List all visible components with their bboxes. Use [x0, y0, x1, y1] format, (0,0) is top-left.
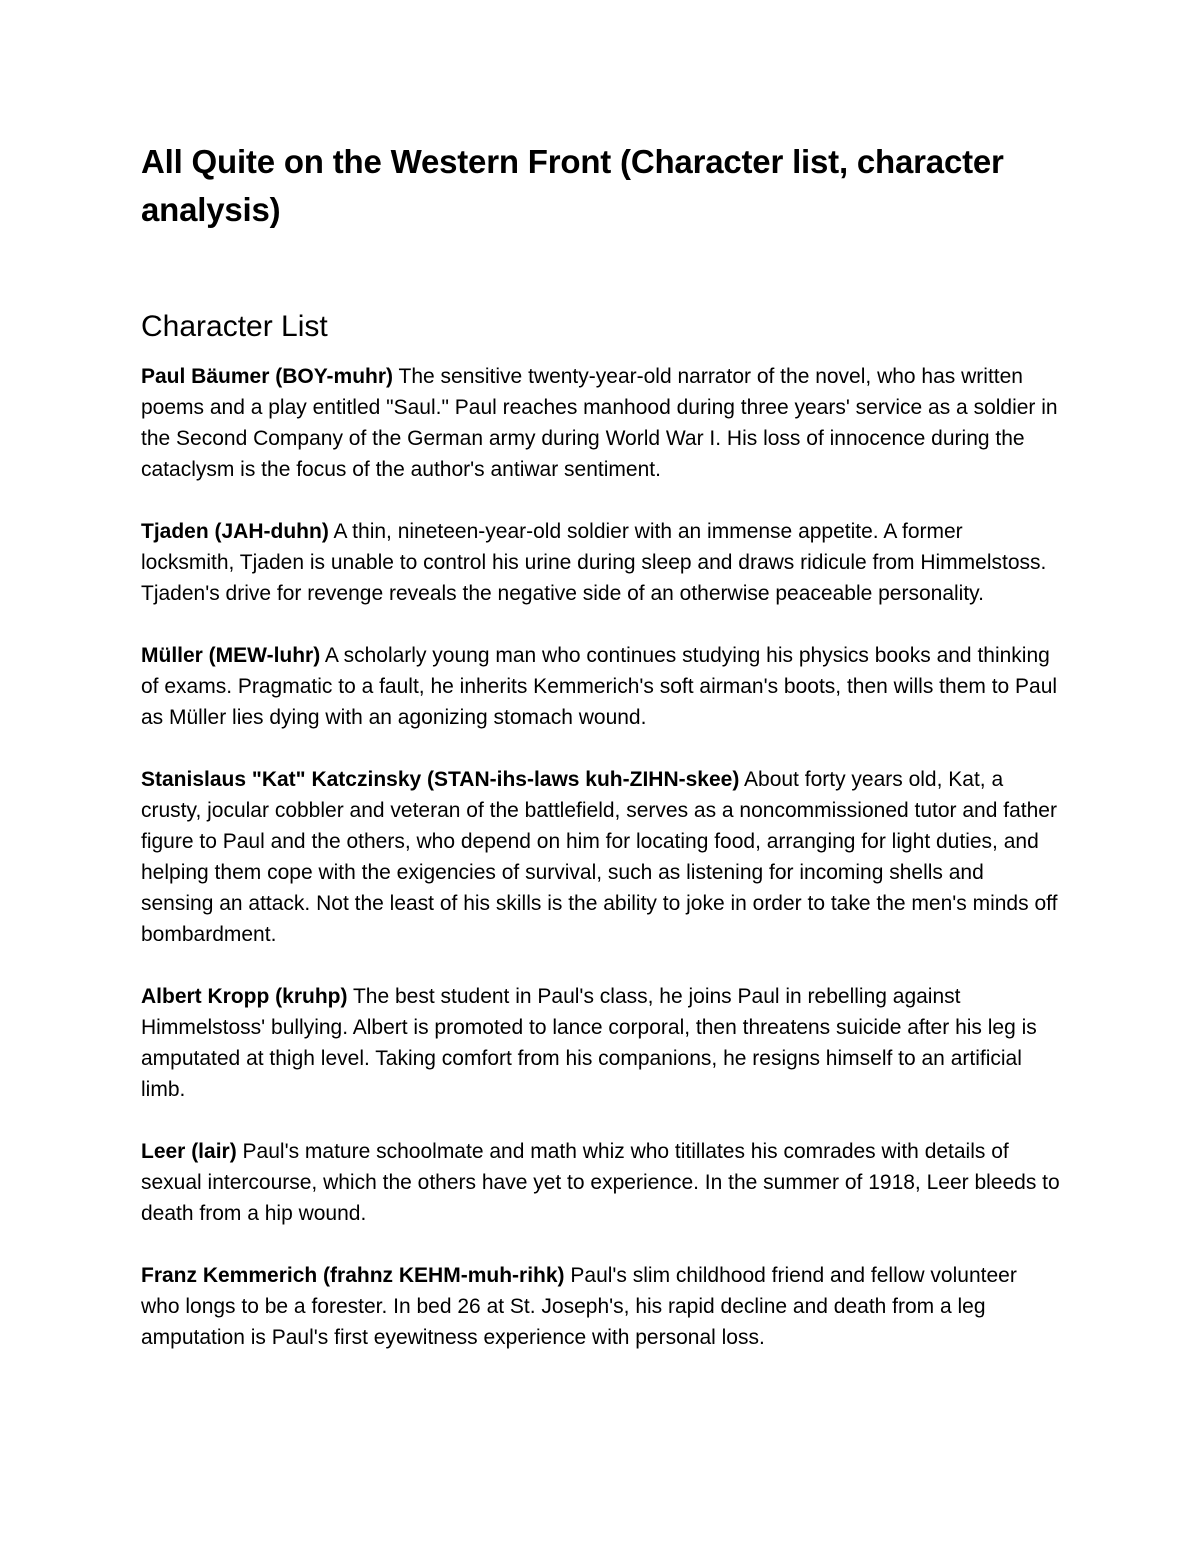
character-description: A scholarly young man who continues studying his physics books and thinking of exams. Pragmatic to a fault, he inherits Kemmerich's soft airman's boots, then wills them to Paul as Müller lies dying with an agonizing stomach wound.	[141, 644, 1058, 729]
character-name: Albert Kropp (kruhp)	[141, 985, 348, 1008]
character-entry-tjaden	[141, 516, 1061, 609]
character-entry-paul	[141, 361, 1061, 485]
character-entry-kat	[141, 764, 1061, 950]
character-entry-leer	[141, 1136, 1061, 1229]
character-name: Stanislaus "Kat" Katczinsky (STAN-ihs-laws kuh-ZIHN-skee)	[141, 768, 740, 791]
character-description: The best student in Paul's class, he joins Paul in rebelling against Himmelstoss' bullying. Albert is promoted to lance corporal, then threatens suicide after his leg is amputated at thigh level. Taking comfort from his companions, he resigns himself to an artificial limb.	[141, 985, 1037, 1101]
character-description: About forty years old, Kat, a crusty, jocular cobbler and veteran of the battlefield, serves as a noncommissioned tutor and father figure to Paul and the others, who depend on him for locating food, arranging for light duties, and helping them cope with the exigencies of survival, such as listening for incoming shells and sensing an attack. Not the least of his skills is the ability to joke in order to take the men's minds off bombardment.	[141, 768, 1058, 946]
character-list	[141, 361, 1061, 1353]
character-name: Tjaden (JAH-duhn)	[141, 520, 329, 543]
character-entry-muller	[141, 640, 1061, 733]
document-page	[141, 138, 1061, 1384]
character-entry-kemmerich	[141, 1260, 1061, 1353]
document-title: All Quite on the Western Front (Character list, character analysis)	[141, 143, 1004, 228]
character-name: Müller (MEW-luhr)	[141, 644, 321, 667]
character-description: The sensitive twenty-year-old narrator of the novel, who has written poems and a play entitled "Saul." Paul reaches manhood during three years' service as a soldier in the Second Company of the German army during World War I. His loss of innocence during the cataclysm is the focus of the author's antiwar sentiment.	[141, 365, 1058, 481]
section-heading: Character List	[141, 310, 328, 343]
character-name: Leer (lair)	[141, 1140, 237, 1163]
character-description: Paul's mature schoolmate and math whiz who titillates his comrades with details of sexual intercourse, which the others have yet to experience. In the summer of 1918, Leer bleeds to death from a hip wound.	[141, 1140, 1060, 1225]
character-name: Franz Kemmerich (frahnz KEHM-muh-rihk)	[141, 1264, 565, 1287]
character-entry-kropp	[141, 981, 1061, 1105]
character-description: Paul's slim childhood friend and fellow volunteer who longs to be a forester. In bed 26 at St. Joseph's, his rapid decline and death from a leg amputation is Paul's first eyewitness experience with personal loss.	[141, 1264, 1017, 1349]
character-description: A thin, nineteen-year-old soldier with an immense appetite. A former locksmith, Tjaden is unable to control his urine during sleep and draws ridicule from Himmelstoss. Tjaden's drive for revenge reveals the negative side of an otherwise peaceable personality.	[141, 520, 1047, 605]
character-name: Paul Bäumer (BOY-muhr)	[141, 365, 394, 388]
